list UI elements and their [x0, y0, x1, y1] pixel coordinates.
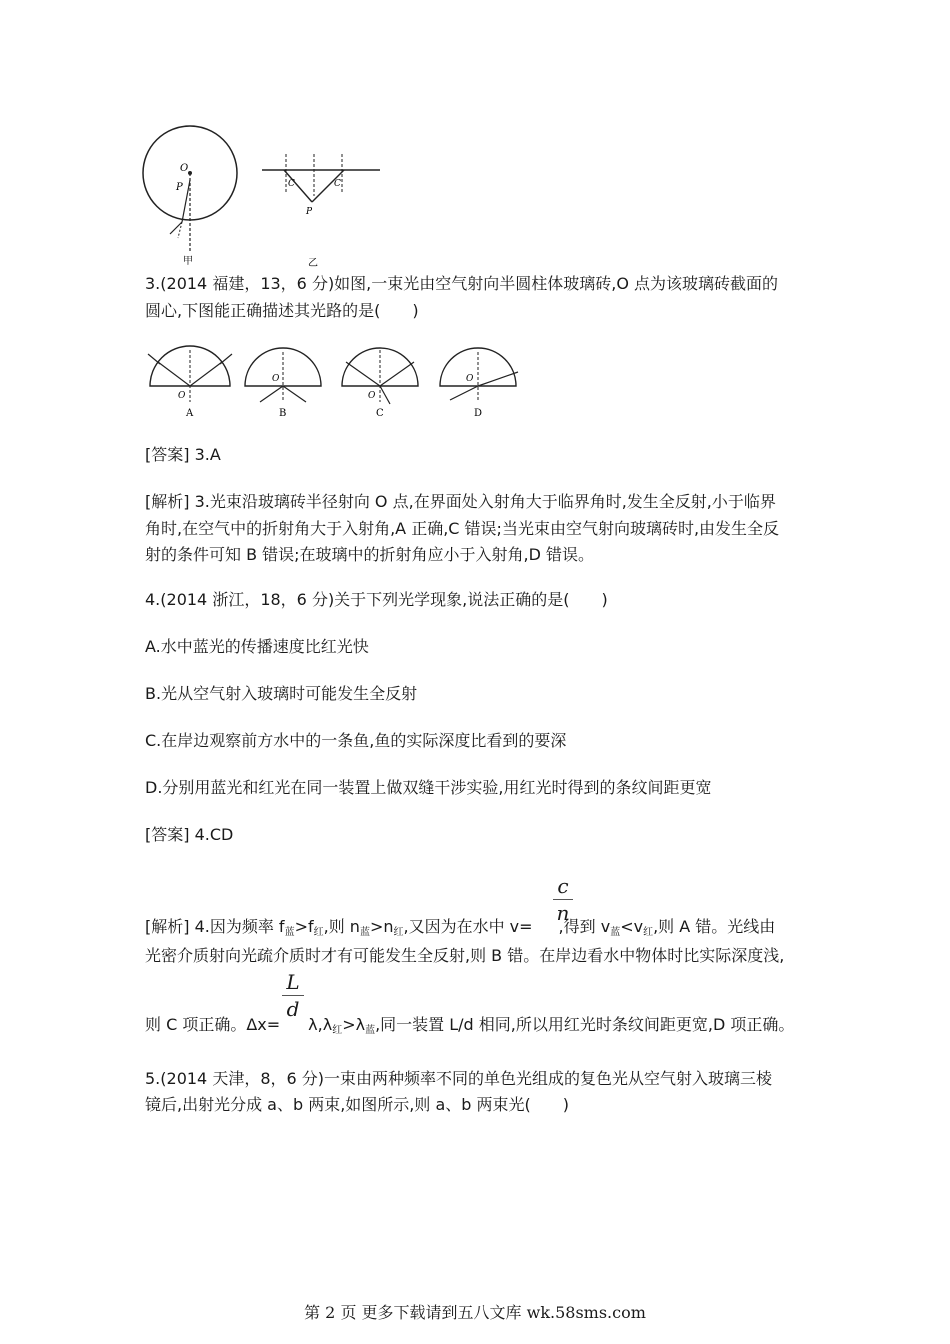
option-d-label: D	[474, 408, 483, 419]
option-c-o: O	[368, 391, 376, 401]
q4-option-d: D.分别用蓝光和红光在同一装置上做双缝干涉实验,用红光时得到的条纹间距更宽	[145, 778, 712, 797]
q4-option-c: C.在岸边观察前方水中的一条鱼,鱼的实际深度比看到的要深	[145, 731, 567, 750]
fraction-c: c	[557, 874, 569, 898]
q4-analysis-1: [解析] 4.因为频率 $f_蓝>f_红$,则 $n_蓝>n_红$,又因为在水中 v= ,得到 $v_蓝<v_红$,则 A 错。光线由	[145, 917, 776, 938]
label-c2: C	[334, 179, 341, 189]
label-p: P	[176, 182, 183, 193]
option-b-o: O	[272, 374, 280, 384]
q5-line1: 5.(2014 天津，8，6 分)一束由两种频率不同的单色光组成的复色光从空气射入玻璃三棱	[145, 1069, 773, 1088]
label-o: O	[180, 163, 189, 174]
option-a-label: A	[186, 408, 194, 419]
label-p2: P	[306, 207, 313, 217]
option-d-o: O	[466, 374, 474, 384]
q4-stem: 4.(2014 浙江，18，6 分)关于下列光学现象,说法正确的是( )	[145, 590, 608, 609]
label-c1: C	[288, 179, 295, 189]
q5-line2: 镜后,出射光分成 a、b 两束,如图所示,则 a、b 两束光( )	[145, 1095, 570, 1114]
option-c-diagram	[342, 348, 418, 419]
q3-analysis-1: [解析] 3.光束沿玻璃砖半径射向 O 点,在界面处入射角大于临界角时,发生全反射,小于临界	[145, 492, 776, 511]
fraction-l: L	[286, 970, 300, 994]
q3-line2: 圆心,下图能正确描述其光路的是( )	[145, 301, 419, 320]
q3-analysis-2: 角时,在空气中的折射角大于入射角,A 正确,C 错误;当光束由空气射向玻璃砖时,由发生全反	[145, 519, 780, 538]
caption-jia: 甲	[183, 256, 193, 267]
q4-analysis-2: 光密介质射向光疏介质时才有可能发生全反射,则 B 错。在岸边看水中物体时比实际深度浅,	[145, 946, 785, 965]
q3-analysis-3: 射的条件可知 B 错误;在玻璃中的折射角应小于入射角,D 错误。	[145, 545, 595, 564]
caption-yi: 乙	[308, 258, 318, 269]
q3-answer: [答案] 3.A	[145, 445, 221, 464]
q3-options-figure	[140, 340, 530, 420]
fraction-n: n	[556, 901, 570, 925]
option-d-diagram	[440, 348, 518, 419]
q4-analysis-3: 则 C 项正确。$\Delta x= \lambda,\lambda_红>\lambda_蓝$,同一装置 L/d 相同,所以用红光时条纹间距更宽,D 项正确。	[145, 1015, 795, 1036]
option-a-o: O	[178, 391, 186, 401]
q3-line1: 3.(2014 福建，13，6 分)如图,一束光由空气射向半圆柱体玻璃砖,O 点为该玻璃砖截面的	[145, 274, 779, 293]
circle-figure-jia	[130, 118, 250, 268]
option-a-diagram	[148, 346, 232, 419]
option-b-label: B	[279, 408, 287, 419]
v-figure-yi	[258, 150, 388, 270]
page-footer: 第 2 页 更多下载请到五八文库 wk.58sms.com	[304, 1303, 646, 1322]
fraction-d: d	[286, 997, 300, 1021]
q4-option-a: A.水中蓝光的传播速度比红光快	[145, 637, 369, 656]
q4-answer: [答案] 4.CD	[145, 825, 234, 844]
option-b-diagram	[245, 348, 321, 419]
q4-option-b: B.光从空气射入玻璃时可能发生全反射	[145, 684, 418, 703]
option-c-label: C	[376, 408, 384, 419]
